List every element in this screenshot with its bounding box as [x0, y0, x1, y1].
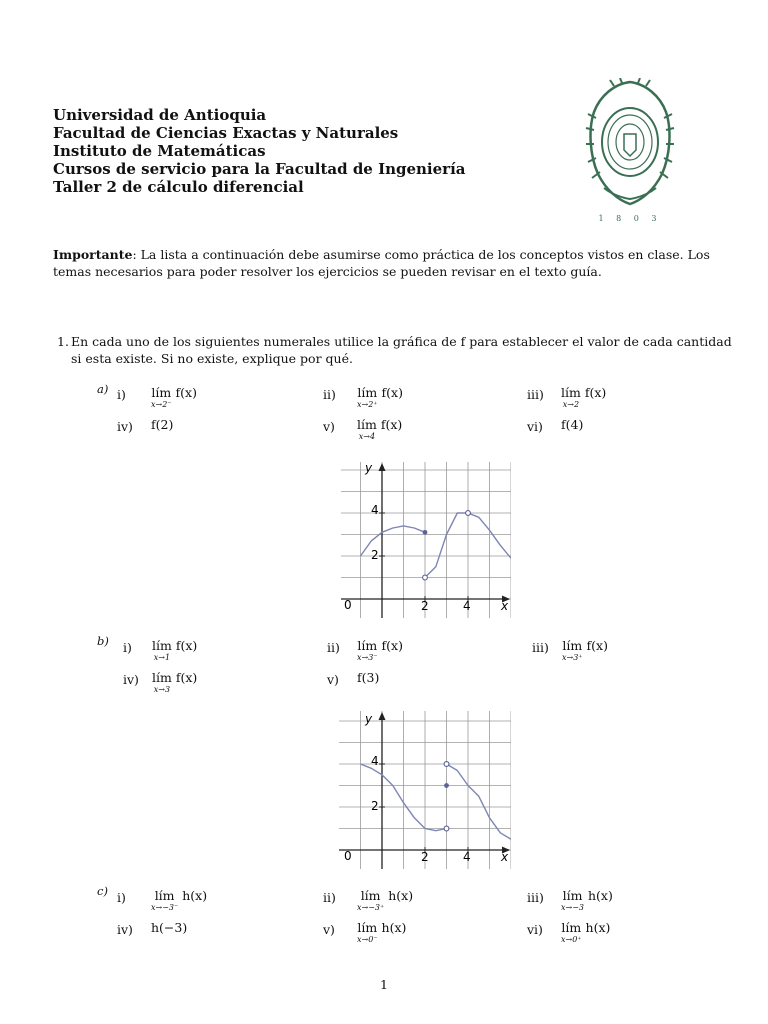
y-axis-arrow [379, 463, 386, 471]
document-header [53, 106, 466, 196]
x-tick-4: 4 [463, 850, 471, 864]
limit-subscript: x→−3⁻ [151, 903, 179, 912]
y-tick-2: 2 [371, 548, 379, 562]
x-axis-label: x [501, 850, 509, 864]
limit-word: lím [151, 385, 172, 400]
x-tick-2: 2 [421, 850, 429, 864]
item-number: iii) [527, 890, 544, 905]
exercise-number: 1. [57, 334, 69, 349]
part-c-item-6 [527, 922, 610, 946]
item-number: ii) [323, 387, 336, 402]
workshop-title: Taller 2 de cálculo diferencial [53, 178, 304, 196]
limit-operator [562, 640, 583, 664]
limit-subscript: x→0⁺ [561, 935, 582, 944]
part-b-item-4 [123, 672, 197, 696]
filled-point [423, 530, 428, 535]
item-number: iii) [532, 640, 549, 655]
limit-expression: f(x) [381, 385, 403, 400]
item-number: iv) [123, 672, 139, 687]
limit-word: lím [561, 920, 582, 935]
limit-word: lím [562, 638, 583, 653]
item-number: ii) [327, 640, 340, 655]
university-seal-icon [584, 78, 676, 210]
x-axis-label: x [501, 599, 509, 613]
item-number: v) [323, 419, 335, 434]
limit-subscript: x→3 [153, 685, 171, 694]
exercise-1 [57, 333, 739, 367]
filled-point [444, 783, 449, 788]
limit-expression: f(x) [175, 638, 198, 653]
item-number: iii) [527, 387, 544, 402]
item-number: iv) [117, 922, 133, 937]
part-b-item-5 [327, 672, 379, 687]
function-value: f(3) [357, 670, 380, 685]
limit-word: lím [357, 638, 378, 653]
limit-expression: f(x) [584, 385, 607, 400]
important-label: Importante [53, 247, 133, 262]
open-point [444, 762, 449, 767]
limit-subscript: x→0⁻ [357, 935, 378, 944]
page-number: 1 [380, 977, 388, 992]
graph-b [339, 711, 511, 869]
y-axis-label: y [365, 712, 373, 726]
limit-word: lím [562, 888, 583, 903]
limit-operator [152, 640, 172, 664]
part-b-item-2 [327, 640, 403, 664]
open-point [423, 575, 428, 580]
origin-label: 0 [344, 598, 352, 612]
part-b-label: b) [97, 634, 109, 648]
item-number: vi) [527, 419, 543, 434]
part-c-item-1 [117, 890, 207, 914]
limit-operator [561, 922, 582, 946]
limit-subscript: x→−3 [561, 903, 585, 912]
limit-subscript: x→2 [562, 400, 580, 409]
graph-axes [339, 712, 510, 869]
limit-expression: h(x) [182, 888, 208, 903]
limit-word: lím [154, 888, 175, 903]
function-value: h(−3) [151, 920, 188, 935]
limit-subscript: x→−3⁺ [357, 903, 385, 912]
y-tick-2: 2 [371, 799, 379, 813]
limit-word: lím [357, 417, 377, 432]
limit-operator [151, 890, 178, 914]
x-tick-4: 4 [463, 599, 471, 613]
limit-subscript: x→2⁻ [151, 400, 172, 409]
y-tick-4: 4 [371, 754, 379, 768]
curve-segment [447, 764, 512, 839]
item-number: i) [117, 890, 126, 905]
limit-word: lím [357, 385, 378, 400]
item-number: iv) [117, 419, 133, 434]
limit-operator [357, 640, 378, 664]
graph-curve [361, 764, 512, 839]
important-text: : La lista a continuación debe asumirse como práctica de los conceptos vistos en clase. Los temas necesarios para poder resolver los ejercicios se pueden revisar en el texto guía. [53, 247, 710, 279]
important-note [53, 246, 739, 280]
part-c-item-3 [527, 890, 613, 914]
limit-operator [561, 387, 581, 411]
origin-label: 0 [344, 849, 352, 863]
part-a-item-3 [527, 387, 606, 411]
limit-operator [357, 922, 378, 946]
function-value: f(4) [561, 417, 584, 432]
open-point [466, 511, 471, 516]
limit-expression: f(x) [175, 385, 197, 400]
limit-word: lím [152, 638, 172, 653]
course-name: Cursos de servicio para la Facultad de Ingeniería [53, 160, 466, 178]
limit-subscript: x→2⁺ [357, 400, 378, 409]
limit-expression: f(x) [175, 670, 198, 685]
limit-expression: f(x) [586, 638, 608, 653]
part-c-item-4 [117, 922, 187, 937]
item-number: vi) [527, 922, 543, 937]
limit-word: lím [360, 888, 381, 903]
limit-expression: h(x) [388, 888, 414, 903]
institute-name: Instituto de Matemáticas [53, 142, 266, 160]
limit-expression: h(x) [588, 888, 613, 903]
seal-year: 1 8 0 3 [598, 214, 662, 223]
limit-operator [357, 890, 384, 914]
limit-word: lím [152, 670, 172, 685]
part-b-item-3 [532, 640, 608, 664]
limit-expression: h(x) [381, 920, 407, 935]
y-tick-4: 4 [371, 503, 379, 517]
part-c-item-2 [323, 890, 413, 914]
limit-operator [151, 387, 172, 411]
limit-subscript: x→4 [358, 432, 376, 441]
part-c-item-5 [323, 922, 406, 946]
limit-operator [561, 890, 584, 914]
limit-expression: f(x) [380, 417, 403, 432]
exercise-text: En cada uno de los siguientes numerales utilice la gráfica de f para establecer el valor de cada cantidad si esta existe. Si no existe, explique por qué. [71, 334, 732, 366]
function-value: f(2) [151, 417, 174, 432]
graph-axes [341, 463, 510, 618]
item-number: ii) [323, 890, 336, 905]
part-c-label: c) [97, 884, 108, 898]
part-a-item-6 [527, 419, 583, 434]
part-a-item-5 [323, 419, 402, 443]
limit-operator [152, 672, 172, 696]
limit-operator [357, 419, 377, 443]
part-a-item-1 [117, 387, 197, 411]
item-number: i) [117, 387, 126, 402]
graph-curve [361, 513, 512, 578]
limit-word: lím [357, 920, 378, 935]
limit-subscript: x→3⁻ [357, 653, 378, 662]
y-axis-label: y [365, 462, 373, 475]
limit-expression: h(x) [585, 920, 611, 935]
part-b-item-1 [123, 640, 197, 664]
limit-expression: f(x) [381, 638, 403, 653]
part-a-item-4 [117, 419, 173, 434]
graph-grid [341, 462, 511, 618]
graph-a [341, 462, 511, 618]
part-a-item-2 [323, 387, 403, 411]
university-name: Universidad de Antioquia [53, 106, 267, 124]
faculty-name: Facultad de Ciencias Exactas y Naturales [53, 124, 399, 142]
limit-operator [357, 387, 378, 411]
part-a-label: a) [97, 382, 109, 396]
limit-subscript: x→3⁺ [562, 653, 583, 662]
item-number: v) [327, 672, 339, 687]
item-number: v) [323, 922, 335, 937]
x-tick-2: 2 [421, 599, 429, 613]
graph-grid [339, 711, 511, 869]
limit-word: lím [561, 385, 581, 400]
y-axis-arrow [379, 712, 386, 720]
item-number: i) [123, 640, 132, 655]
limit-subscript: x→1 [153, 653, 171, 662]
open-point [444, 826, 449, 831]
